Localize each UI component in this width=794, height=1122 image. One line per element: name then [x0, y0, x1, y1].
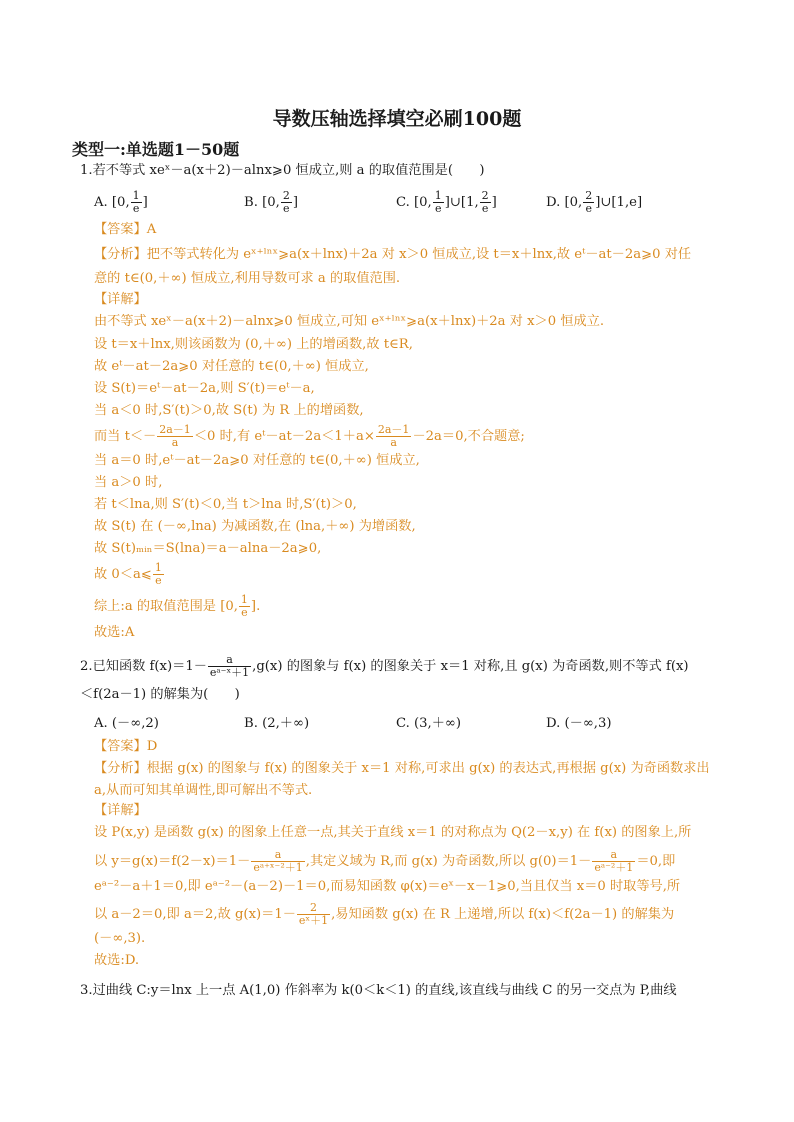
q1-option-c-mid: ]∪[1, — [444, 195, 479, 210]
page-title: 导数压轴选择填空必刷100题 — [272, 108, 522, 130]
q2-option-b: B. (2,＋∞) — [244, 716, 310, 731]
q1-conclusion — [94, 594, 260, 619]
fraction — [157, 424, 193, 449]
q1-option-b-text: B. [0, — [244, 195, 280, 210]
text-segment: ,其定义域为 R,而 g(x) 为奇函数,所以 g(0)＝1－ — [305, 854, 592, 869]
numerator: 1 — [240, 593, 248, 606]
q2-option-c: C. (3,＋∞) — [396, 716, 462, 731]
fraction — [239, 594, 250, 619]
q2-option-a: A. (－∞,2) — [94, 716, 159, 731]
q3-stem: 3.过曲线 C:y＝lnx 上一点 A(1,0) 作斜率为 k(0＜k＜1) 的直线,该直线与曲线 C 的另一交点为 P,曲线 — [80, 983, 677, 998]
q1-option-d-text: D. [0, — [546, 195, 583, 210]
fraction — [153, 562, 164, 587]
q1-option-c-text: C. [0, — [396, 195, 432, 210]
q2-choice: 故选:D. — [94, 953, 140, 968]
q2-detail-line-fraction — [94, 902, 674, 927]
numerator: 2 — [297, 902, 330, 915]
text-segment: ,g(x) 的图象与 f(x) 的图象关于 x＝1 对称,且 g(x) 为奇函数,则不等式 f(x) — [252, 659, 689, 674]
text-segment: －2a＝0,不合题意; — [412, 429, 525, 444]
denominator: e — [132, 202, 140, 215]
fraction — [433, 190, 444, 215]
text-segment: ,易知函数 g(x) 在 R 上递增,所以 f(x)＜f(2a－1) 的解集为 — [331, 907, 675, 922]
q2-detail-line-fraction — [94, 849, 675, 874]
numerator: 2 — [481, 189, 489, 202]
section-heading: 类型一:单选题1－50题 — [72, 140, 240, 159]
denominator: e — [585, 202, 592, 215]
q2-analysis-line-1: 【分析】根据 g(x) 的图象与 f(x) 的图象关于 x＝1 对称,可求出 g(x) 的表达式,再根据 g(x) 为奇函数求出 — [94, 761, 710, 776]
q2-detail-line: (－∞,3). — [94, 931, 146, 946]
numerator: a — [251, 849, 304, 862]
text-segment: ＝0,即 — [636, 854, 676, 869]
q1-option-b — [244, 190, 298, 215]
denominator: eˣ＋1 — [298, 914, 329, 927]
fraction — [251, 849, 304, 874]
q1-detail-label: 【详解】 — [94, 292, 147, 307]
denominator: eᵃ⁺ˣ⁻²＋1 — [253, 861, 303, 874]
q1-answer: 【答案】A — [94, 222, 157, 237]
q1-option-a — [94, 190, 148, 215]
q1-detail-line: 故 S(t)ₘᵢₙ＝S(lna)＝a－alna－2a⩾0, — [94, 541, 322, 556]
q1-detail-line: 故 eᵗ－at－2a⩾0 对任意的 t∈(0,＋∞) 恒成立, — [94, 359, 369, 374]
q1-option-c — [396, 190, 497, 215]
q1-analysis-line-2: 意的 t∈(0,＋∞) 恒成立,利用导数可求 a 的取值范围. — [94, 271, 401, 286]
q1-detail-line: 故 S(t) 在 (－∞,lna) 为减函数,在 (lna,＋∞) 为增函数, — [94, 519, 416, 534]
fraction — [376, 424, 412, 449]
q1-detail-line: 设 t＝x＋lnx,则该函数为 (0,＋∞) 上的增函数,故 t∈R, — [94, 337, 413, 352]
q1-detail-line: 当 a＜0 时,S′(t)＞0,故 S(t) 为 R 上的增函数, — [94, 403, 364, 418]
numerator: 2 — [585, 189, 593, 202]
q1-detail-line: 当 a＞0 时, — [94, 475, 163, 490]
denominator: eᵃ⁻ˣ＋1 — [209, 666, 250, 679]
text-segment: 以 a－2＝0,即 a＝2,故 g(x)＝1－ — [94, 907, 296, 922]
q2-analysis-line-2: a,从而可知其单调性,即可解出不等式. — [94, 783, 313, 798]
denominator: e — [155, 574, 162, 587]
q2-answer: 【答案】D — [94, 739, 158, 754]
q1-option-d-end: ]∪[1,e] — [595, 195, 643, 210]
numerator: a — [592, 849, 635, 862]
q1-option-a-text: A. [0, — [94, 195, 130, 210]
fraction — [297, 902, 330, 927]
q2-detail-line: 设 P(x,y) 是函数 g(x) 的图象上任意一点,其关于直线 x＝1 的对称点为 Q(2－x,y) 在 f(x) 的图象上,所 — [94, 825, 692, 840]
q1-option-a-end: ] — [142, 195, 148, 210]
q1-detail-line-fraction — [94, 424, 525, 449]
q1-detail-line-fraction — [94, 562, 165, 587]
q2-stem-line-2: ＜f(2a－1) 的解集为( ) — [80, 687, 240, 702]
denominator: e — [241, 606, 248, 619]
denominator: e — [481, 202, 489, 215]
text-segment: 以 y＝g(x)＝f(2－x)＝1－ — [94, 854, 251, 869]
q1-detail-line: 若 t＜lna,则 S′(t)＜0,当 t＞lna 时,S′(t)＞0, — [94, 497, 357, 512]
q2-option-d: D. (－∞,3) — [546, 716, 612, 731]
text-segment: ]. — [250, 599, 261, 614]
text-segment: 而当 t＜－ — [94, 429, 157, 444]
fraction — [208, 654, 251, 679]
q1-analysis-line-1: 【分析】把不等式转化为 eˣ⁺ˡⁿˣ⩾a(x＋lnx)＋2a 对 x＞0 恒成立,设 t＝x＋lnx,故 eᵗ－at－2a⩾0 对任 — [94, 247, 692, 262]
denominator: a — [171, 436, 179, 449]
text-segment: 故 0＜a⩽ — [94, 567, 152, 582]
fraction — [131, 190, 142, 215]
text-segment: ＜0 时,有 eᵗ－at－2a＜1＋a× — [193, 429, 375, 444]
numerator: 2 — [282, 189, 290, 202]
q1-option-b-end: ] — [292, 195, 298, 210]
q2-detail-label: 【详解】 — [94, 803, 147, 818]
q1-option-d — [546, 190, 642, 215]
numerator: a — [208, 654, 251, 667]
q2-stem-line-1 — [80, 654, 689, 679]
numerator: 2a－1 — [377, 423, 410, 436]
denominator: eᵃ⁻²＋1 — [594, 861, 634, 874]
denominator: e — [434, 202, 442, 215]
numerator: 1 — [434, 189, 442, 202]
fraction — [480, 190, 491, 215]
numerator: 2a－1 — [159, 423, 191, 436]
q1-option-c-end: ] — [491, 195, 497, 210]
text-segment: 2.已知函数 f(x)＝1－ — [80, 659, 207, 674]
q1-choice: 故选:A — [94, 625, 135, 640]
q1-stem: 1.若不等式 xeˣ－a(x＋2)－alnx⩾0 恒成立,则 a 的取值范围是( ) — [80, 163, 485, 178]
text-segment: 综上:a 的取值范围是 [0, — [94, 599, 238, 614]
fraction — [592, 849, 635, 874]
q1-detail-line: 当 a＝0 时,eᵗ－at－2a⩾0 对任意的 t∈(0,＋∞) 恒成立, — [94, 453, 420, 468]
numerator: 1 — [154, 561, 162, 574]
denominator: e — [283, 202, 290, 215]
fraction — [281, 190, 292, 215]
q1-detail-line: 设 S(t)＝eᵗ－at－2a,则 S′(t)＝eᵗ－a, — [94, 381, 315, 396]
q2-detail-line: eᵃ⁻²－a＋1＝0,即 eᵃ⁻²－(a－2)－1＝0,而易知函数 φ(x)＝eˣ－x－1⩾0,当且仅当 x＝0 时取等号,所 — [94, 879, 681, 894]
q1-detail-line: 由不等式 xeˣ－a(x＋2)－alnx⩾0 恒成立,可知 eˣ⁺ˡⁿˣ⩾a(x＋lnx)＋2a 对 x＞0 恒成立. — [94, 314, 605, 329]
fraction — [583, 190, 594, 215]
numerator: 1 — [132, 189, 140, 202]
denominator: a — [390, 436, 397, 449]
